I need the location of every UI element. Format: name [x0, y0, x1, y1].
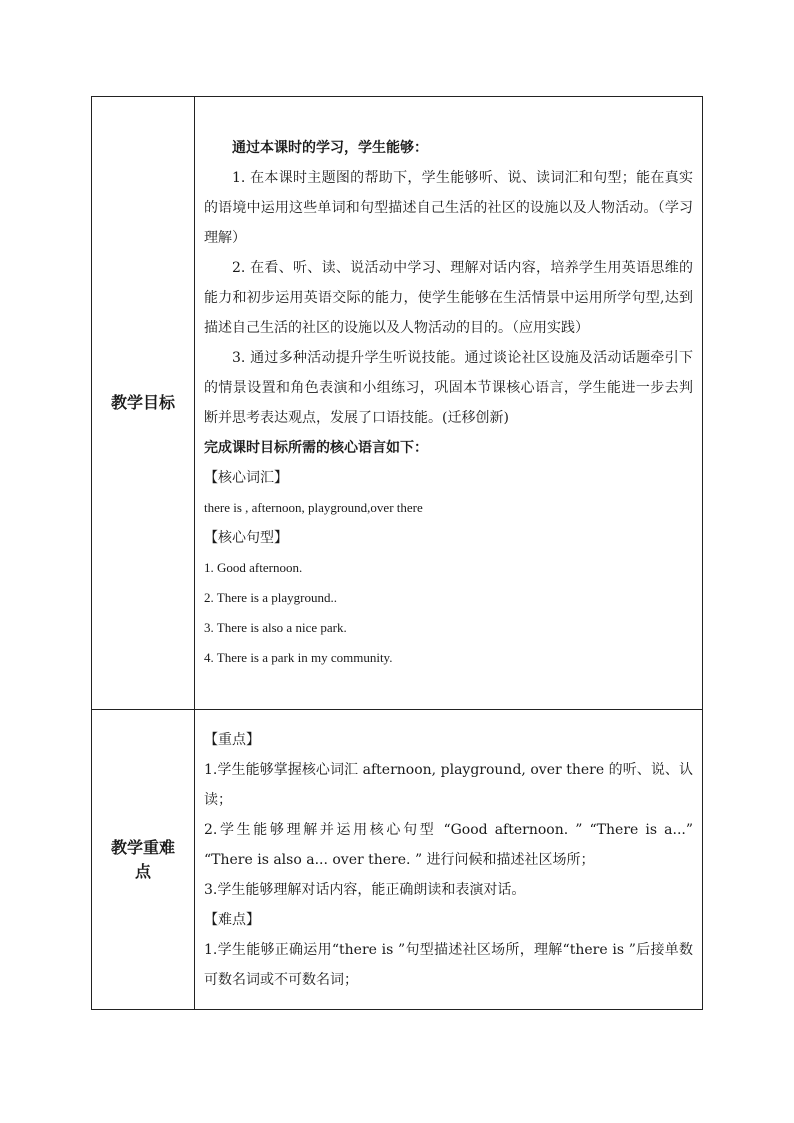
difficulty-heading: 【难点】	[204, 911, 260, 928]
focus-heading: 【重点】	[204, 731, 260, 748]
focus-item-2: 2.学生能够理解并运用核心句型 “Good afternoon. ” “There is a...” “There is also a... over there. ” 进行问候和描述社区场所；	[204, 821, 693, 868]
objective-1: 1. 在本课时主题图的帮助下，学生能够听、说、读词汇和句型；能在真实的语境中运用这些单词和句型描述自己生活的社区的设施以及人物活动。（学习理解）	[204, 170, 693, 246]
sentence-1: 1. Good afternoon.	[204, 560, 303, 575]
focus-item-3: 3.学生能够理解对话内容，能正确朗读和表演对话。	[204, 881, 526, 898]
vocab-heading: 【核心词汇】	[204, 470, 288, 486]
teaching-goals-row	[92, 97, 703, 710]
key-points-label-cell	[92, 710, 195, 1010]
key-points-content	[195, 710, 703, 1010]
sentence-2: 2. There is a playground..	[204, 590, 337, 605]
sentence-heading: 【核心句型】	[204, 530, 288, 546]
teaching-goals-label-cell	[92, 97, 195, 710]
core-language-title: 完成课时目标所需的核心语言如下：	[204, 440, 428, 456]
key-points-row	[92, 710, 703, 1010]
difficulty-item-1: 1.学生能够正确运用“there is ”句型描述社区场所，理解“there is ”后接单数可数名词或不可数名词；	[204, 941, 693, 988]
goals-intro: 通过本课时的学习，学生能够：	[232, 140, 428, 156]
focus-item-1: 1.学生能够掌握核心词汇 afternoon, playground, over there 的听、说、认读；	[204, 761, 693, 808]
objective-3: 3. 通过多种活动提升学生听说技能。通过谈论社区设施及活动话题牵引下的情景设置和角色表演和小组练习，巩固本节课核心语言，学生能进一步去判断并思考表达观点，发展了口语技能。(迁移创新)	[204, 350, 693, 426]
objective-2: 2. 在看、听、读、说活动中学习、理解对话内容，培养学生用英语思维的能力和初步运用英语交际的能力，使学生能够在生活情景中运用所学句型,达到描述自己生活的社区的设施以及人物活动的目的。（应用实践）	[204, 260, 693, 336]
key-points-label: 教学重难点	[110, 837, 175, 881]
sentence-3: 3. There is also a nice park.	[204, 620, 347, 635]
lesson-plan-table	[91, 96, 703, 1010]
teaching-goals-content	[195, 97, 703, 710]
vocab-list: there is , afternoon, playground,over there	[204, 500, 423, 515]
teaching-goals-label: 教学目标	[110, 393, 175, 412]
sentence-4: 4. There is a park in my community.	[204, 650, 393, 665]
